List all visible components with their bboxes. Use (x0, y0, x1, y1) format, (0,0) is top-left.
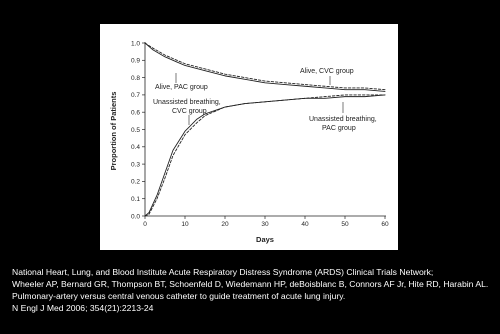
y-tick-label: 0.3 (130, 161, 140, 169)
y-tick-label: 0.7 (130, 92, 140, 100)
annotation-alive-pac: Alive, PAC group (155, 84, 208, 91)
x-tick-label: 50 (341, 221, 349, 228)
citation-line-4: N Engl J Med 2006; 354(21):2213-24 (12, 303, 154, 313)
y-tick-label: 0.1 (130, 196, 140, 203)
y-tick-label: 1.0 (130, 40, 140, 48)
y-tick-label: 0.9 (130, 57, 140, 65)
y-tick-label: 0.0 (130, 213, 140, 221)
citation-line-3: Pulmonary-artery versus central venous catheter to guide treatment of acute lung injury. (12, 291, 346, 301)
annotation-layer (153, 68, 377, 132)
annotation-ub-cvc-line2: CVC group (172, 108, 207, 115)
x-axis-label: Days (256, 235, 274, 244)
annotation-alive-cvc: Alive, CVC group (300, 68, 354, 75)
x-tick-label: 60 (381, 221, 389, 228)
x-tick-label: 40 (301, 221, 309, 228)
x-tick-label: 10 (181, 221, 189, 228)
citation (12, 266, 496, 314)
figure-panel (100, 24, 398, 250)
y-tick-label: 0.5 (130, 126, 140, 134)
x-tick-label: 0 (143, 221, 147, 228)
chart (100, 24, 398, 250)
x-tick-label: 20 (221, 221, 229, 228)
annotation-ub-cvc-line1: Unassisted breathing, (153, 99, 221, 106)
annotation-ub-pac-line1: Unassisted breathing, (309, 116, 377, 123)
x-tick-label: 30 (261, 221, 269, 228)
y-tick-label: 0.6 (130, 109, 140, 117)
y-tick-label: 0.8 (130, 74, 140, 82)
y-tick-label: 0.2 (130, 178, 140, 186)
annotation-ub-pac-line2: PAC group (322, 125, 356, 132)
y-tick-label: 0.4 (130, 144, 140, 152)
y-axis-label: Proportion of Patients (109, 91, 118, 171)
citation-line-1: National Heart, Lung, and Blood Institute Acute Respiratory Distress Syndrome (ARDS) Clinical Trials Network; (12, 267, 434, 277)
citation-line-2: Wheeler AP, Bernard GR, Thompson BT, Schoenfeld D, Wiedemann HP, deBoisblanc B, Connors AF Jr, Hite RD, Harabin AL. (12, 279, 489, 289)
